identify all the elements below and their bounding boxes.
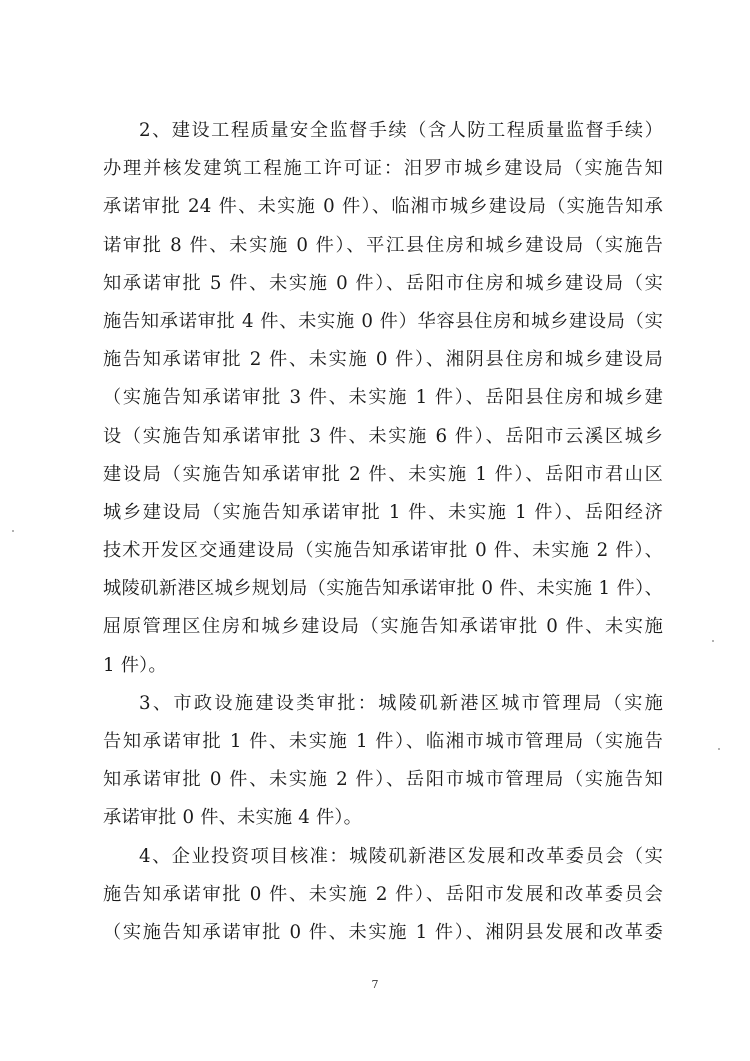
paragraph-3-line-3: 知承诺审批 0 件、未实施 2 件）、岳阳市城市管理局（实施告知 — [103, 769, 663, 791]
body-text — [103, 112, 663, 952]
page-number: 7 — [371, 978, 379, 991]
paragraph-2-line-5: 知承诺审批 5 件、未实施 0 件）、岳阳市住房和城乡建设局（实 — [103, 272, 663, 294]
paragraph-2-line-3: 承诺审批 24 件、未实施 0 件）、临湘市城乡建设局（实施告知承 — [103, 196, 663, 218]
paragraph-2-line-6: 施告知承诺审批 4 件、未实施 0 件）华容县住房和城乡建设局（实 — [103, 310, 663, 332]
paragraph-3-line-4: 承诺审批 0 件、未实施 4 件）。 — [103, 807, 363, 829]
paragraph-2-line-7: 施告知承诺审批 2 件、未实施 0 件）、湘阴县住房和城乡建设局 — [103, 349, 663, 371]
paragraph-4-line-2: 施告知承诺审批 0 件、未实施 2 件）、岳阳市发展和改革委员会 — [103, 883, 663, 905]
scan-speck — [718, 748, 720, 750]
paragraph-2-line-9: 设（实施告知承诺审批 3 件、未实施 6 件）、岳阳市云溪区城乡 — [103, 425, 663, 447]
paragraph-2-line-1: 2、建设工程质量安全监督手续（含人防工程质量监督手续） — [139, 120, 663, 141]
paragraph-2-line-8: （实施告知承诺审批 3 件、未实施 1 件）、岳阳县住房和城乡建 — [103, 387, 663, 409]
paragraph-2-line-2: 办理并核发建筑工程施工许可证：汨罗市城乡建设局（实施告知 — [103, 158, 663, 180]
paragraph-2-line-11: 城乡建设局（实施告知承诺审批 1 件、未实施 1 件）、岳阳经济 — [103, 501, 663, 523]
paragraph-2-line-15: 1 件）。 — [103, 654, 167, 676]
scan-speck — [712, 640, 714, 642]
paragraph-2-line-10: 建设局（实施告知承诺审批 2 件、未实施 1 件）、岳阳市君山区 — [103, 463, 663, 485]
paragraph-2-line-13: 城陵矶新港区城乡规划局（实施告知承诺审批 0 件、未实施 1 件）、 — [103, 578, 663, 600]
scan-speck — [12, 530, 14, 532]
paragraph-3-line-1: 3、市政设施建设类审批：城陵矶新港区城市管理局（实施 — [139, 692, 663, 714]
paragraph-4-line-1: 4、企业投资项目核准：城陵矶新港区发展和改革委员会（实 — [139, 845, 663, 867]
paragraph-4-line-3: （实施告知承诺审批 0 件、未实施 1 件）、湘阴县发展和改革委 — [103, 921, 663, 943]
paragraph-2-line-4: 诺审批 8 件、未实施 0 件）、平江县住房和城乡建设局（实施告 — [103, 234, 663, 256]
paragraph-3-line-2: 告知承诺审批 1 件、未实施 1 件）、临湘市城市管理局（实施告 — [103, 731, 663, 752]
paragraph-2-line-12: 技术开发区交通建设局（实施告知承诺审批 0 件、未实施 2 件）、 — [103, 540, 663, 562]
paragraph-2-line-14: 屈原管理区住房和城乡建设局（实施告知承诺审批 0 件、未实施 — [103, 616, 663, 638]
